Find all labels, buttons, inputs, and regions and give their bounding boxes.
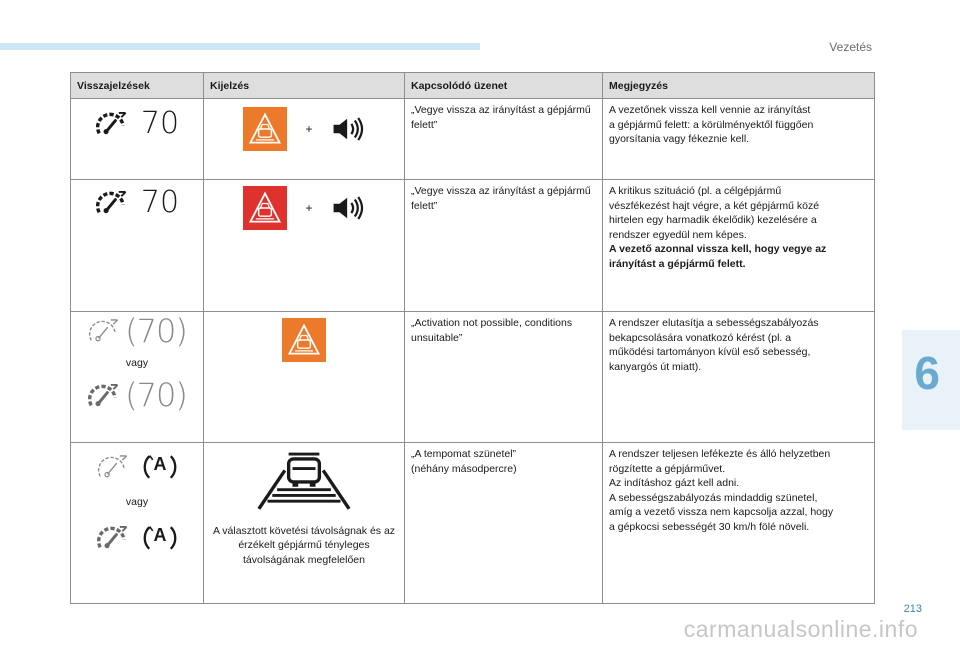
note-line: működési tartományon kívül eső sebesség, <box>609 346 811 359</box>
or-separator: vagy <box>125 357 149 369</box>
vehicle-warning-icon <box>243 186 287 230</box>
note-line: amíg a vezető vissza nem kapcsolja azzal, hogy <box>609 506 834 519</box>
note-line: A rendszer elutasítja a sebességszabályozás <box>609 317 819 329</box>
indicator-cell <box>71 180 204 312</box>
speaker-icon <box>331 116 365 142</box>
col-header-indicators: Visszajelzések <box>71 73 204 99</box>
watermark-text: carmanualsonline.info <box>683 616 918 642</box>
message-line: (néhány másodpercre) <box>411 462 517 475</box>
note-line: Az indításhoz gázt kell adni. <box>609 477 740 490</box>
note-line: A rendszer teljesen lefékezte és álló helyzetben <box>609 448 831 460</box>
indicator-cell <box>71 443 204 604</box>
speedometer-outline-icon <box>96 452 130 482</box>
note-line: rendszer egyedül nem képes. <box>609 228 747 241</box>
note-cell <box>603 312 875 443</box>
note-line: gyorsítania vagy fékeznie kell. <box>609 133 750 146</box>
table-row <box>71 180 875 312</box>
note-line: kanyargós út miatt). <box>609 360 702 373</box>
indicator-cell <box>71 99 204 180</box>
header-accent-bar <box>0 43 480 50</box>
note-line: A vezetőnek vissza kell vennie az irányítást <box>609 104 811 116</box>
display-caption: A választott követési távolságnak és az érzékelt gépjármű tényleges távolságának megfelelően <box>212 524 396 566</box>
col-header-message: Kapcsolódó üzenet <box>405 73 603 99</box>
display-cell <box>204 99 405 180</box>
vehicle-warning-icon <box>243 107 287 151</box>
note-line: bekapcsolására vonatkozó kérést (pl. a <box>609 331 792 344</box>
note-line: A kritikus szituáció (pl. a célgépjármű <box>609 185 782 197</box>
speed-value: (70) <box>125 311 187 350</box>
speedometer-icon <box>96 523 130 553</box>
table-row <box>71 443 875 604</box>
col-header-notes: Megjegyzés <box>603 73 875 99</box>
display-cell <box>204 180 405 312</box>
table-row <box>71 99 875 180</box>
speed-value: 70 <box>140 105 180 141</box>
plus-sign: + <box>305 200 313 215</box>
message-cell: „Vegye vissza az irányítást a gépjármű felett” <box>405 99 603 180</box>
speedometer-icon <box>95 109 129 139</box>
note-line: A sebességszabályozás mindaddig szünetel, <box>609 491 818 504</box>
speed-value: (70) <box>125 376 187 415</box>
note-cell <box>603 443 875 604</box>
chapter-number: 6 <box>914 347 940 399</box>
note-cell <box>603 99 875 180</box>
vehicle-distance-icon <box>256 451 352 511</box>
vehicle-warning-icon <box>282 318 326 362</box>
note-line: a gépkocsi sebességét 30 km/h fölé növeli. <box>609 520 810 533</box>
note-cell <box>603 180 875 312</box>
auto-a-icon: A <box>142 520 178 556</box>
speedometer-icon <box>87 381 121 411</box>
note-line: a gépjármű felett: a körülményektől függően <box>609 118 814 131</box>
section-title: Vezetés <box>829 40 872 54</box>
indicator-cell <box>71 312 204 443</box>
message-cell <box>405 443 603 604</box>
display-cell <box>204 312 405 443</box>
speedometer-outline-icon <box>87 316 121 346</box>
speed-value: 70 <box>140 184 180 220</box>
note-bold: A vezető azonnal vissza kell, hogy vegye az irányítást a gépjármű felett. <box>609 243 827 270</box>
table-header-row <box>71 73 875 99</box>
note-line: rögzítette a gépjárművet. <box>609 462 726 475</box>
speaker-icon <box>331 195 365 221</box>
warning-table <box>70 72 875 604</box>
col-header-display: Kijelzés <box>204 73 405 99</box>
table-row <box>71 312 875 443</box>
speedometer-icon <box>95 188 129 218</box>
page-number: 213 <box>903 603 922 615</box>
message-cell: „Vegye vissza az irányítást a gépjármű felett” <box>405 180 603 312</box>
auto-a-icon: A <box>142 449 178 485</box>
or-separator: vagy <box>125 496 149 508</box>
display-cell <box>204 443 405 604</box>
plus-sign: + <box>305 121 313 136</box>
note-line: vészfékezést hajt végre, a két gépjármű közé <box>609 199 820 212</box>
message-cell: „Activation not possible, conditions unsuitable” <box>405 312 603 443</box>
message-line: „A tempomat szünetel” <box>411 448 517 460</box>
note-line: hirtelen egy harmadik ékelődik) kezelésére a <box>609 214 817 227</box>
